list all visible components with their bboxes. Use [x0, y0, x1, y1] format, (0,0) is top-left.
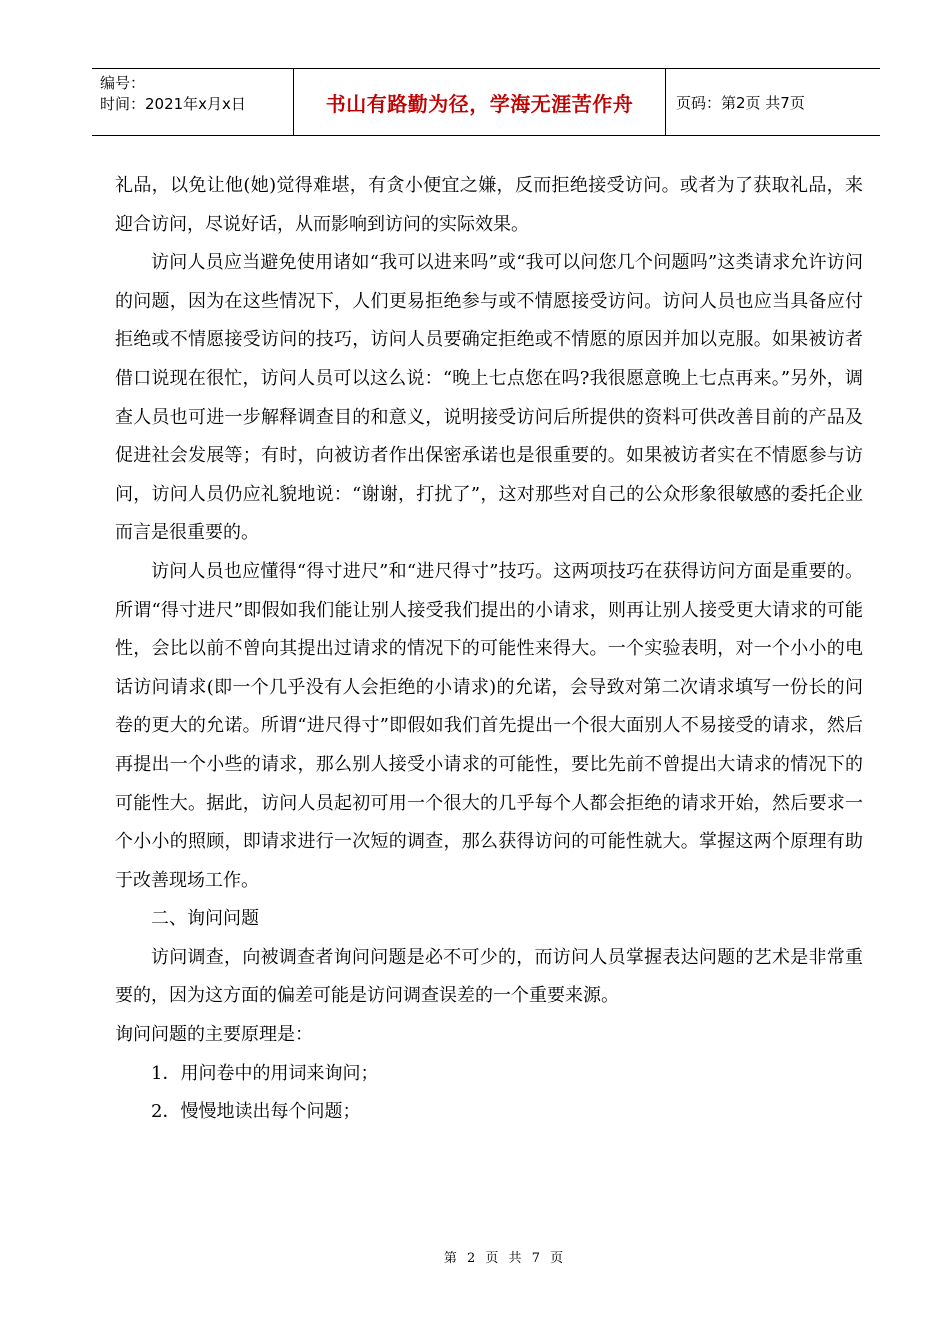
- paragraph-refusal-handling: 访问人员应当避免使用诸如“我可以进来吗”或“我可以问您几个问题吗”这类请求允许访问的问题，因为在这些情况下，人们更易拒绝参与或不情愿接受访问。访问人员也应当具备应付拒绝或不情愿接受访问的技巧，访问人员要确定拒绝或不情愿的原因并加以克服。如果被访者借口说现在很忙，访问人员可以这么说：“晚上七点您在吗?我很愿意晚上七点再来。”另外，调查人员也可进一步解释调查目的和意义，说明接受访问后所提供的资料可供改善目前的产品及促进社会发展等；有时，向被访者作出保密承诺也是很重要的。如果被访者实在不情愿参与访问，访问人员仍应礼貌地说：“谢谢，打扰了”，这对那些对自己的公众形象很敏感的委托企业而言是很重要的。: [115, 252, 863, 544]
- paragraph-techniques: 访问人员也应懂得“得寸进尺”和“进尺得寸”技巧。这两项技巧在获得访问方面是重要的。所谓“得寸进尺”即假如我们能让别人接受我们提出的小请求，则再让别人接受更大请求的可能性，会比以前不曾向其提出过请求的情况下的可能性来得大。一个实验表明，对一个小小的电话访问请求(即一个几乎没有人会拒绝的小请求)的允诺，会导致对第二次请求填写一份长的问卷的更大的允诺。所谓“进尺得寸”即假如我们首先提出一个很大面别人不易接受的请求，然后再提出一个小些的请求，那么别人接受小请求的可能性，要比先前不曾提出大请求的情况下的可能性大。据此，访问人员起初可用一个很大的几乎每个人都会拒绝的请求开始，然后要求一个小小的照顾，即请求进行一次短的调查，那么获得访问的可能性就大。掌握这两个原理有助于改善现场工作。: [115, 560, 863, 891]
- header-meta: [92, 69, 294, 135]
- list-item: 2．慢慢地读出每个问题；: [151, 1101, 361, 1123]
- paragraph-principles-intro: 询问问题的主要原理是：: [115, 1024, 313, 1046]
- document-body: [115, 167, 863, 1132]
- page-header: [92, 68, 880, 136]
- page-footer: 第 2 页 共 7 页: [443, 1251, 567, 1266]
- paragraph-asking-questions: 访问调查，向被调查者询问问题是必不可少的，而访问人员掌握表达问题的艺术是非常重要的，因为这方面的偏差可能是访问调查误差的一个重要来源。: [115, 946, 863, 1007]
- serial-label: 编号：: [100, 74, 146, 92]
- header-page-info: 页码：第2页 共7页: [676, 93, 805, 112]
- paragraph-continuation: 礼品，以免让他(她)觉得难堪，有贪小便宜之嫌，反而拒绝接受访问。或者为了获取礼品，来迎合访问，尽说好话，从而影响到访问的实际效果。: [115, 175, 863, 235]
- time-label: 时间：2021年x月x日: [100, 95, 246, 113]
- list-item: 1．用问卷中的用词来询问；: [151, 1062, 379, 1084]
- section-heading: 二、询问问题: [151, 908, 259, 930]
- header-motto: 书山有路勤为径，学海无涯苦作舟: [294, 69, 666, 135]
